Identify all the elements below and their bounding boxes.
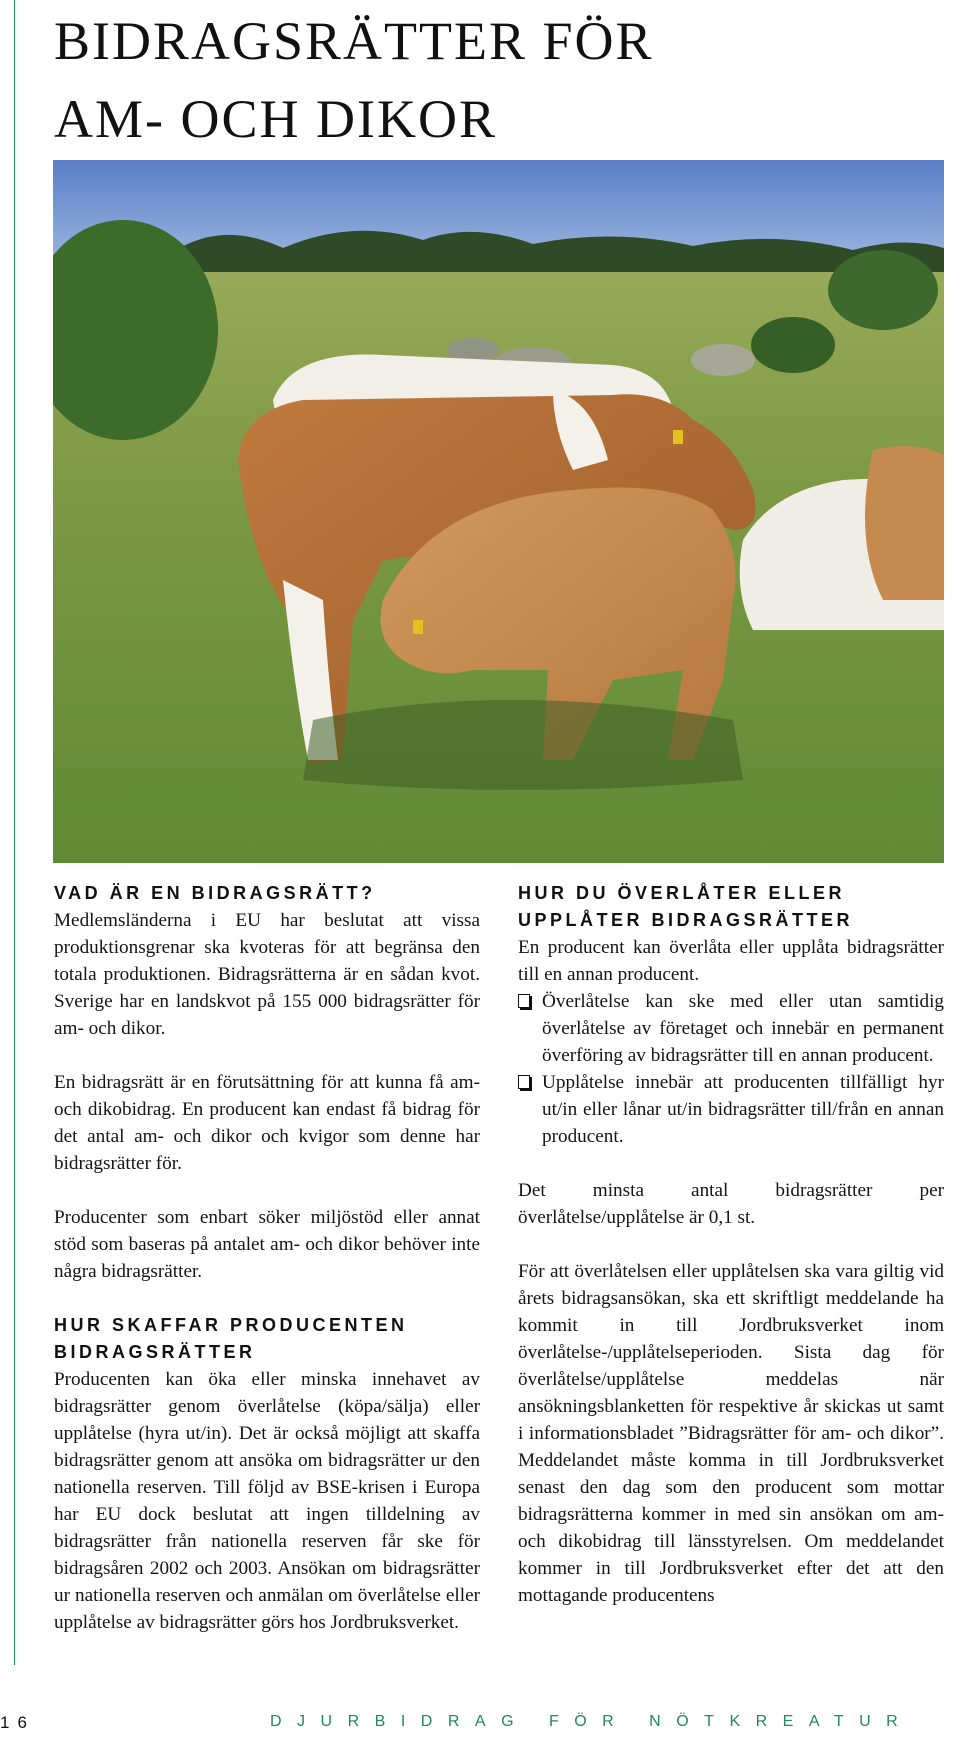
paragraph: Det minsta antal bidragsrätter per överlåtelse/upplåtelse är 0,1 st.: [518, 1180, 944, 1228]
page-title: [54, 2, 934, 158]
running-footer-title: DJURBIDRAG FÖR NÖTKREATUR: [270, 1713, 914, 1730]
margin-rule: [14, 0, 15, 1665]
heading-line: HUR SKAFFAR PRODUCENTEN: [54, 1315, 408, 1335]
cows-photo: [53, 160, 944, 863]
section-heading-hur-skaffar: [54, 1312, 480, 1366]
paragraph: Producenten kan öka eller minska innehavet av bidragsrätter genom överlåtelse (köpa/sälja) eller upplåtelse (hyra ut/in). Det är också möjligt att skaffa bidragsrätter genom att ansöka om bidragsrätter ur den nationella reserven. Till följd av BSE-krisen i Europa har EU dock beslutat att ingen tilldelning av bidragsrätter från nationella reserven får ske för bidragsåren 2002 och 2003. Ansökan om bidragsrätter ur nationella reserven och anmälan om överlåtelse eller upplåtelse av bidragsrätter görs hos Jordbruksverket.: [54, 1369, 480, 1633]
paragraph: En producent kan överlåta eller upplåta bidragsrätter till en annan producent.: [518, 937, 944, 985]
ear-tag-1: [673, 430, 683, 444]
right-column: [518, 880, 944, 1609]
shadow: [303, 700, 743, 790]
ear-tag-2: [413, 620, 423, 634]
list-item: [518, 1069, 944, 1150]
heading-line: HUR DU ÖVERLÅTER ELLER: [518, 883, 846, 903]
bush-right: [828, 250, 938, 330]
right-cow-brown: [865, 446, 944, 600]
title-line-2: AM- OCH DIKOR: [54, 89, 497, 149]
paragraph: Producenter som enbart söker miljöstöd eller annat stöd som baseras på antalet am- och dikor behöver inte några bidragsrätter.: [54, 1207, 480, 1282]
paragraph: En bidragsrätt är en förutsättning för att kunna få am- och dikobidrag. En producent kan endast få bidrag för det antal am- och dikor och kvigor som denne har bidragsrätter för.: [54, 1072, 480, 1174]
section-heading-hur-du-overlater: [518, 880, 944, 934]
heading-line: BIDRAGSRÄTTER: [54, 1342, 256, 1362]
checkbox-bullet-icon: [518, 994, 530, 1008]
heading-line: UPPLÅTER BIDRAGSRÄTTER: [518, 910, 854, 930]
checkbox-bullet-icon: [518, 1075, 530, 1089]
list-item-text: Upplåtelse innebär att producenten tillfälligt hyr ut/in eller lånar ut/in bidragsrätter till/från en annan producent.: [542, 1072, 944, 1147]
bush-mid: [751, 317, 835, 373]
bullet-list: [518, 988, 944, 1150]
title-line-1: BIDRAGSRÄTTER FÖR: [54, 11, 654, 71]
section-heading-vad-ar: VAD ÄR EN BIDRAGSRÄTT?: [54, 883, 376, 903]
rock-2: [691, 344, 755, 376]
paragraph: Medlemsländerna i EU har beslutat att vissa produktionsgrenar ska kvoteras för att begränsa den totala produktionen. Bidragsrätterna är en sådan kvot. Sverige har en landskvot på 155 000 bidragsrätter för am- och dikor.: [54, 910, 480, 1039]
left-column: [54, 880, 480, 1636]
list-item: [518, 988, 944, 1069]
list-item-text: Överlåtelse kan ske med eller utan samtidig överlåtelse av företaget och innebär en permanent överföring av bidragsrätter till en annan producent.: [542, 991, 944, 1066]
page-number: 16: [0, 1713, 35, 1732]
paragraph: För att överlåtelsen eller upplåtelsen ska vara giltig vid årets bidragsansökan, ska ett skriftligt meddelande ha kommit in till Jordbruksverket inom överlåtelse-/upplåtelseperioden. Sista dag för överlåtelse/upplåtelse meddelas när ansökningsblanketten för respektive år skickas ut samt i informationsbladet ”Bidragsrätter för am- och dikor”. Meddelandet måste komma in till Jordbruksverket senast den dag som den producent som mottar bidragsrätterna kommer in med sin ansökan om am- och dikobidrag till länsstyrelsen. Om meddelandet kommer in till Jordbruksverket efter det att den mottagande producentens: [518, 1261, 944, 1606]
